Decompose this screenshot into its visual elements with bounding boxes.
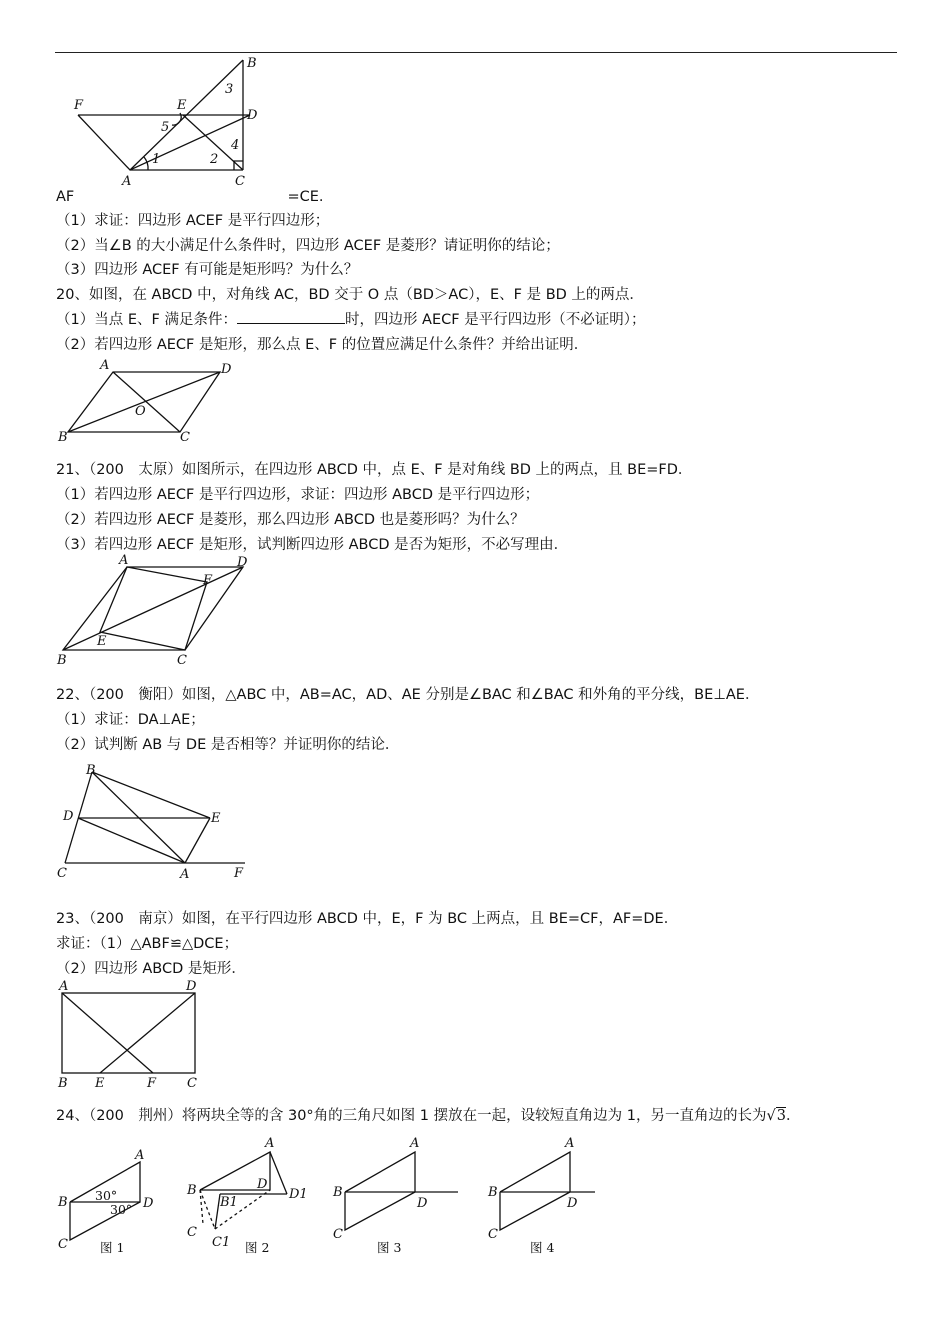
answer-blank[interactable] xyxy=(237,311,345,324)
q20-part1 xyxy=(56,311,645,329)
label-F: F xyxy=(74,98,84,113)
figure-19 xyxy=(60,55,280,195)
sqrt-symbol: √3 xyxy=(766,1108,786,1124)
q24-text: 24、（200 荆州）将两块全等的含 30°角的三角尺如图 1 摆放在一起，设较短直角边为 1，另一直角边的长为 xyxy=(56,1108,767,1124)
label-F: F xyxy=(203,573,213,588)
figure-23 xyxy=(55,978,215,1090)
q19-af-text: AF xyxy=(56,189,75,205)
q21-part1: （1）若四边形 AECF 是平行四边形，求证：四边形 ABCD 是平行四边形； xyxy=(56,487,540,503)
label-D: D xyxy=(186,979,197,994)
label-A: A xyxy=(59,979,69,994)
label-C: C xyxy=(333,1227,343,1242)
figure-21 xyxy=(55,552,265,670)
q19-part1: （1）求证：四边形 ACEF 是平行四边形； xyxy=(56,213,330,229)
label-30deg-top: 30° xyxy=(95,1188,118,1203)
q20-part1-lead: （1）当点 E、F 满足条件： xyxy=(56,312,237,328)
figure-24-3 xyxy=(332,1136,458,1255)
label-C: C xyxy=(57,866,67,881)
label-C: C xyxy=(187,1076,197,1091)
label-F: F xyxy=(234,866,244,881)
label-E: E xyxy=(97,634,107,649)
label-D: D xyxy=(221,362,232,377)
label-angle-1: 1 xyxy=(152,152,161,167)
label-A: A xyxy=(180,867,190,882)
label-A: A xyxy=(119,553,129,568)
label-C: C xyxy=(235,174,245,189)
label-B: B xyxy=(86,763,96,778)
label-B: B xyxy=(333,1185,343,1200)
q19-part3: （3）四边形 ACEF 有可能是矩形吗？为什么？ xyxy=(56,262,359,278)
q19-ce-text: =CE. xyxy=(287,189,324,205)
label-B: B xyxy=(57,653,67,668)
label-A: A xyxy=(100,358,110,373)
label-angle-2: 2 xyxy=(210,152,219,167)
q24-stem xyxy=(56,1107,800,1125)
label-D: D xyxy=(417,1196,428,1211)
figure-caption-1: 图 1 xyxy=(100,1240,125,1255)
label-B1: B1 xyxy=(220,1195,238,1210)
q23-part2: （2）四边形 ABCD 是矩形． xyxy=(56,961,246,977)
label-D1: D1 xyxy=(289,1187,308,1202)
q20-part1-tail: 时，四边形 AECF 是平行四边形（不必证明）； xyxy=(344,312,646,328)
label-D: D xyxy=(257,1177,268,1192)
label-C: C xyxy=(488,1227,498,1242)
label-A: A xyxy=(565,1136,575,1151)
figure-24-4 xyxy=(487,1136,595,1255)
label-A: A xyxy=(122,174,132,189)
q19-condition-line xyxy=(56,188,324,206)
q22-part1: （1）求证：DA⊥AE； xyxy=(56,712,205,728)
label-A: A xyxy=(135,1148,145,1163)
q19-part2: （2）当∠B 的大小满足什么条件时，四边形 ACEF 是菱形？请证明你的结论； xyxy=(56,238,560,254)
label-B: B xyxy=(58,430,68,445)
label-E: E xyxy=(211,811,221,826)
label-E: E xyxy=(177,98,187,113)
label-D: D xyxy=(567,1196,578,1211)
label-30deg-bottom: 30° xyxy=(110,1202,133,1217)
label-A: A xyxy=(410,1136,420,1151)
figure-caption-4: 图 4 xyxy=(530,1240,555,1255)
label-D: D xyxy=(247,108,258,123)
figure-caption-2: 图 2 xyxy=(245,1240,270,1255)
label-B: B xyxy=(58,1076,68,1091)
figure-24-1 xyxy=(57,1148,154,1255)
q21-part2: （2）若四边形 AECF 是菱形，那么四边形 ABCD 也是菱形吗？为什么？ xyxy=(56,512,525,528)
label-angle-3: 3 xyxy=(225,82,234,97)
label-C: C xyxy=(177,653,187,668)
label-A: A xyxy=(265,1136,275,1151)
label-B: B xyxy=(488,1185,498,1200)
q22-stem: 22、（200 衡阳）如图，△ABC 中，AB=AC，AD、AE 分别是∠BAC 和∠BAC 和外角的平分线，BE⊥AE． xyxy=(56,687,760,703)
q23-stem: 23、（200 南京）如图，在平行四边形 ABCD 中，E，F 为 BC 上两点，且 BE=CF，AF=DE． xyxy=(56,911,679,927)
label-D: D xyxy=(143,1196,154,1211)
q22-part2: （2）试判断 AB 与 DE 是否相等？并证明你的结论． xyxy=(56,737,400,753)
label-B: B xyxy=(58,1195,68,1210)
label-C1: C1 xyxy=(212,1235,231,1250)
label-C: C xyxy=(58,1237,68,1252)
label-B: B xyxy=(247,56,257,71)
q21-part3: （3）若四边形 AECF 是矩形，试判断四边形 ABCD 是否为矩形，不必写理由． xyxy=(56,537,569,553)
q20-part2: （2）若四边形 AECF 是矩形，那么点 E、F 的位置应满足什么条件？并给出证明． xyxy=(56,337,589,353)
sqrt-radicand: 3 xyxy=(776,1108,786,1124)
label-C: C xyxy=(180,430,190,445)
header-rule xyxy=(55,52,897,53)
q23-part1: 求证：（1）△ABF≌△DCE； xyxy=(56,936,239,952)
q20-stem: 20、如图，在 ABCD 中，对角线 AC，BD 交于 O 点（BD＞AC），E、F 是 BD 上的两点． xyxy=(56,287,644,303)
label-D: D xyxy=(237,555,248,570)
figure-20 xyxy=(55,357,255,447)
label-O: O xyxy=(135,404,146,419)
label-angle-5: 5 xyxy=(161,120,170,135)
figure-24-2 xyxy=(186,1136,308,1255)
q21-stem: 21、（200 太原）如图所示，在四边形 ABCD 中，点 E、F 是对角线 BD 上的两点，且 BE=FD． xyxy=(56,462,693,478)
label-angle-4: 4 xyxy=(231,138,240,153)
figure-caption-3: 图 3 xyxy=(377,1240,402,1255)
figure-24-group xyxy=(55,1132,615,1262)
figure-22 xyxy=(55,760,255,882)
label-F: F xyxy=(147,1076,157,1091)
q24-end: ． xyxy=(785,1108,801,1124)
label-C: C xyxy=(187,1225,197,1240)
label-D: D xyxy=(63,809,74,824)
label-E: E xyxy=(95,1076,105,1091)
label-B: B xyxy=(187,1183,197,1198)
